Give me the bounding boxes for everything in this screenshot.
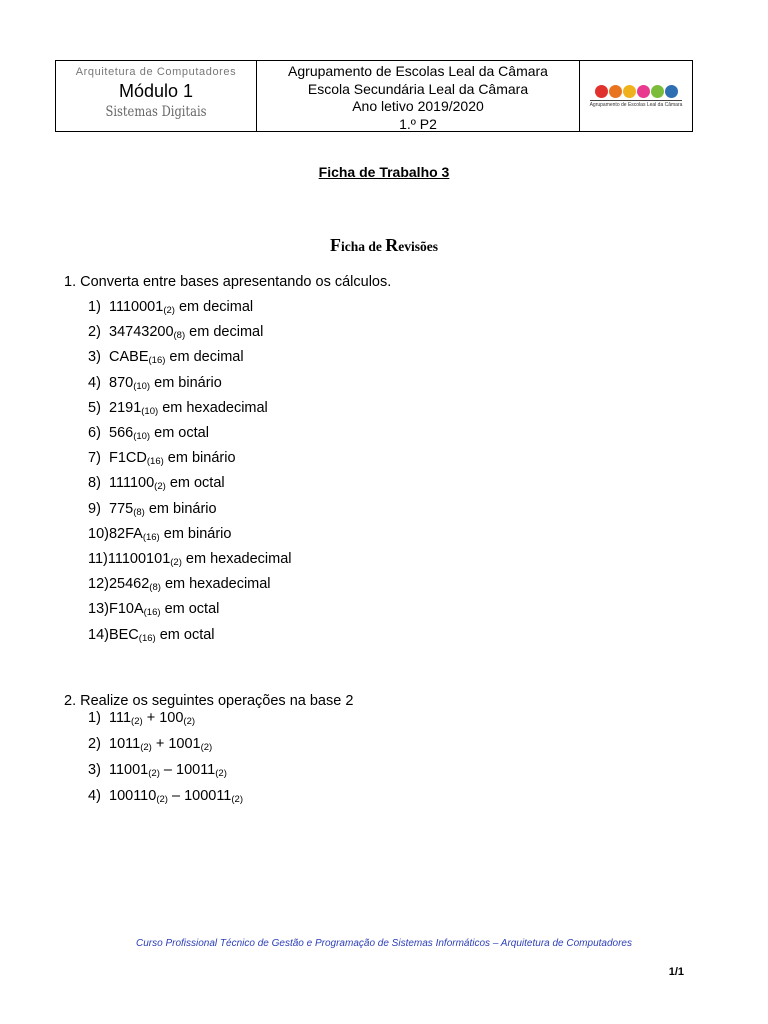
module-subject: Sistemas Digitais [105,104,207,120]
item-value: 775 [109,500,134,517]
item-value: BEC [108,626,139,643]
item-instruction: em binário [163,450,236,467]
school-logo [590,85,683,108]
list-item [88,710,195,727]
list-item [88,788,243,805]
operand-a-base: (2) [131,716,143,727]
item-number: 14) [88,626,109,643]
item-instruction: em decimal [165,349,244,366]
item-instruction: em octal [150,425,209,441]
operand-b-base: (2) [183,716,196,727]
list-item [88,576,271,593]
school-group-name: Agrupamento de Escolas Leal da Câmara [288,63,548,79]
item-base: (16) [143,607,161,619]
operand-b-base: (2) [231,794,243,805]
list-item [88,425,209,442]
item-number: 4) [88,788,101,804]
footer-course: Curso Profissional Técnico de Gestão e Programação de Sistemas Informáticos – Arquitetura de Computadores [136,938,632,949]
operand-b: 100011 [184,788,232,804]
logo-circle-icon [637,85,650,98]
logo-caption: Agrupamento de Escolas Leal da Câmara [589,101,683,108]
item-base: (8) [173,330,186,342]
item-base: (10) [133,431,151,442]
logo-circle-icon [651,85,664,98]
operand-a-base: (2) [156,794,168,805]
item-base: (16) [138,632,156,644]
item-number: 4) [88,374,101,391]
operand-a-base: (2) [140,742,152,753]
item-number: 8) [88,475,101,492]
list-item [88,349,244,366]
item-instruction: em decimal [174,299,254,315]
item-number: 11) [88,551,108,567]
item-instruction: em octal [165,475,225,492]
item-instruction: em binário [144,500,217,517]
main-title [0,235,768,256]
operand-b-base: (2) [215,768,227,779]
operand-a: 11001 [109,762,149,778]
list-item [88,627,215,644]
item-instruction: em binário [159,525,232,542]
item-number: 1) [88,299,101,315]
logo-circles [590,85,683,98]
item-value: 25462 [108,576,150,593]
header-school-cell [257,61,580,131]
operand-b: 100 [159,710,184,726]
item-number: 2) [88,324,101,341]
item-number: 9) [88,500,101,517]
course-name: Arquitetura de Computadores [75,66,237,78]
question-2-text: 2. Realize os seguintes operações na base 2 [64,693,354,709]
item-base: (2) [163,305,175,316]
item-base: (16) [146,456,164,468]
item-value: 82FA [108,525,143,542]
list-item [88,324,263,341]
item-number: 6) [88,425,101,441]
list-item [88,450,236,467]
list-item [88,762,227,779]
school-year: Ano letivo 2019/2020 [352,98,484,114]
item-value: 1110001 [109,299,164,315]
module-title: Módulo 1 [118,81,194,101]
list-item [88,400,268,417]
item-base: (8) [149,582,161,594]
item-instruction: em hexadecimal [160,576,271,593]
operand-a: 100110 [109,788,157,804]
logo-circle-icon [623,85,636,98]
main-title-initial-1: F [329,235,341,255]
operator: – [159,762,176,778]
operand-b: 1001 [168,736,201,752]
item-number: 10) [88,525,109,542]
operator: – [167,788,185,804]
item-instruction: em octal [155,626,215,643]
item-number: 3) [88,349,101,366]
school-name: Escola Secundária Leal da Câmara [307,80,529,97]
item-base: (10) [133,380,151,392]
operand-a: 1011 [109,736,141,752]
item-number: 5) [88,399,101,416]
header-module-cell [56,61,257,131]
item-instruction: em hexadecimal [181,551,292,567]
item-number: 7) [88,450,101,467]
list-item [88,601,219,618]
operand-b: 10011 [176,762,216,778]
item-base: (16) [142,531,160,543]
item-number: 3) [88,762,101,778]
operator: + [151,736,169,752]
item-value: 11100101 [107,551,171,567]
item-value: 111100 [109,475,155,492]
item-base: (16) [148,355,166,367]
question-1-text: 1. Converta entre bases apresentando os cálculos. [64,274,392,290]
list-item [88,736,212,753]
operand-a-base: (2) [148,768,160,779]
item-number: 12) [88,576,109,593]
list-item [88,299,253,316]
page-number: 1/1 [668,966,684,978]
item-value: 34743200 [109,324,174,341]
school-period: 1.º P2 [399,115,437,132]
item-value: 566 [109,425,134,441]
main-title-part-2: evisões [398,239,438,254]
item-base: (8) [133,506,145,518]
operator: + [142,710,160,726]
item-base: (2) [154,481,166,493]
item-base: (10) [141,405,159,417]
operand-a: 111 [109,710,132,726]
item-number: 1) [88,710,101,726]
list-item [88,526,231,543]
item-base: (2) [170,557,182,568]
item-value: CABE [109,349,149,366]
main-title-initial-2: R [385,235,399,255]
item-value: F1CD [109,450,147,467]
operand-b-base: (2) [200,742,213,753]
list-item [88,475,225,492]
logo-circle-icon [595,85,608,98]
item-instruction: em decimal [185,324,264,341]
item-value: 870 [109,374,134,391]
item-number: 13) [88,601,109,618]
item-number: 2) [88,736,101,752]
item-value: F10A [108,601,144,618]
item-instruction: em binário [150,374,222,391]
header-logo-cell [580,61,692,131]
logo-circle-icon [609,85,622,98]
item-instruction: em hexadecimal [158,399,268,416]
list-item [88,501,217,518]
item-instruction: em octal [160,601,220,618]
logo-circle-icon [665,85,678,98]
document-header [55,60,693,132]
worksheet-title: Ficha de Trabalho 3 [318,164,450,180]
list-item [88,375,222,392]
item-value: 2191 [109,399,142,416]
list-item [88,551,292,568]
main-title-part-1: icha de [340,239,386,254]
